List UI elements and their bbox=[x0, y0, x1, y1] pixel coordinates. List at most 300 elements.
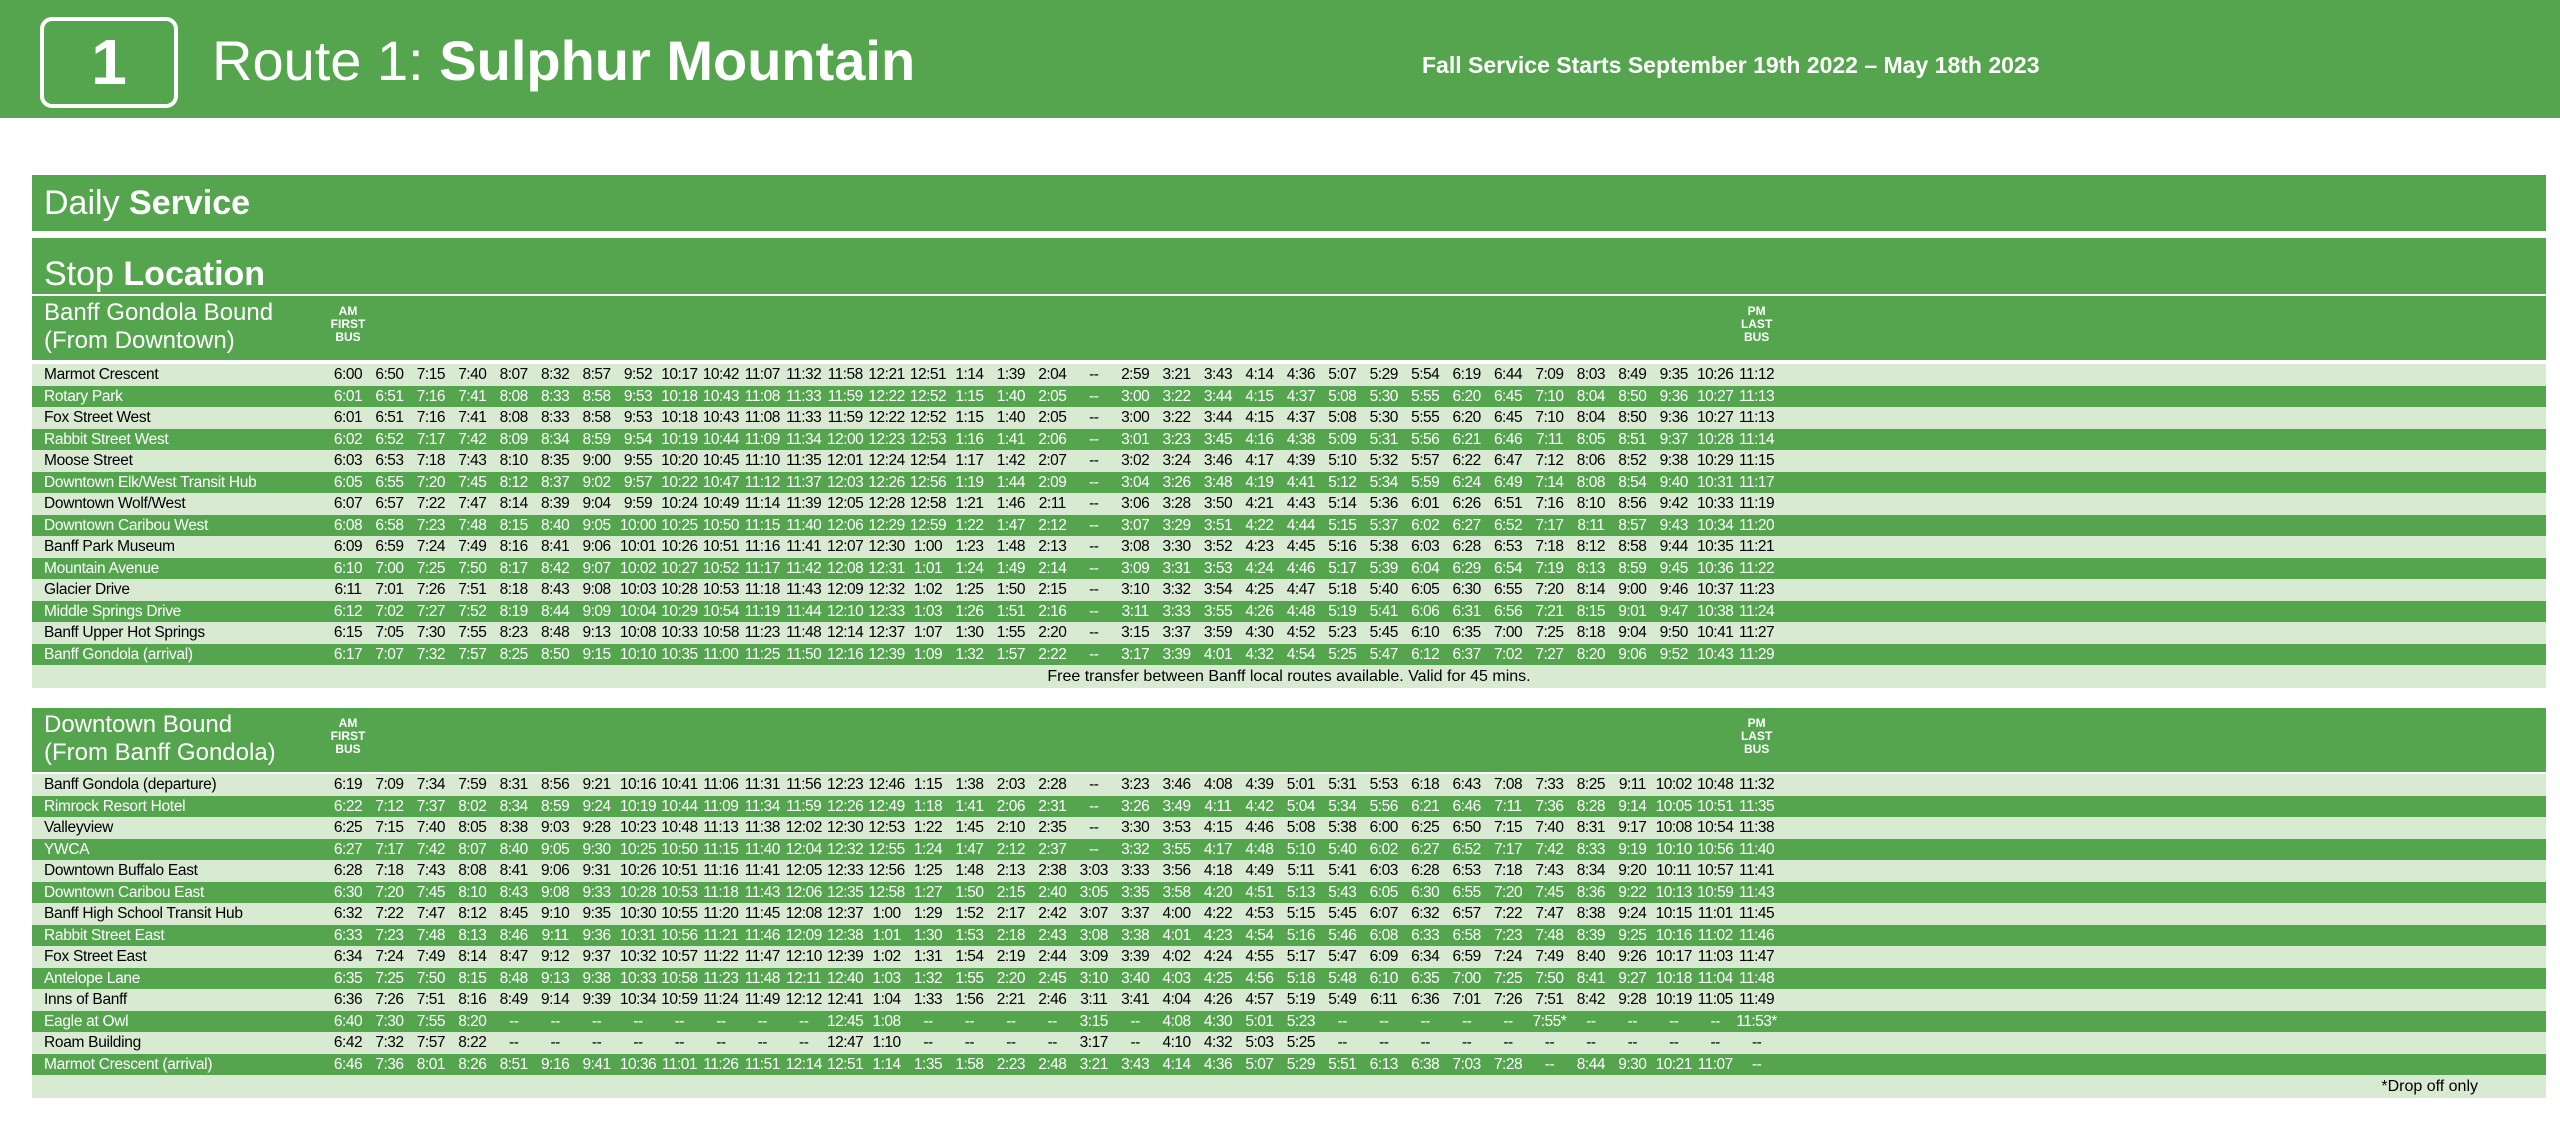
departure-time: 10:56 bbox=[1697, 840, 1734, 858]
departure-time: 6:45 bbox=[1493, 387, 1523, 405]
departure-time: 3:10 bbox=[1121, 581, 1150, 598]
departure-time: 12:05 bbox=[785, 862, 822, 879]
departure-time: 1:00 bbox=[913, 538, 943, 555]
departure-time: 6:24 bbox=[1452, 473, 1481, 491]
departure-time: 5:01 bbox=[1286, 776, 1315, 793]
departure-time: 5:51 bbox=[1328, 1055, 1357, 1073]
departure-time: 7:24 bbox=[375, 948, 404, 965]
stop-name: Moose Street bbox=[44, 452, 133, 469]
departure-time: 5:08 bbox=[1286, 819, 1315, 836]
header-bar bbox=[0, 0, 2560, 118]
departure-time: 11:04 bbox=[1697, 969, 1733, 987]
departure-time: 4:22 bbox=[1245, 516, 1274, 534]
departure-time: 8:02 bbox=[458, 797, 487, 815]
departure-time: 3:15 bbox=[1079, 1012, 1108, 1030]
departure-time: 1:47 bbox=[996, 516, 1025, 534]
departure-time: -- bbox=[1379, 1012, 1389, 1030]
departure-time: 6:04 bbox=[1411, 559, 1440, 577]
departure-time: 8:14 bbox=[499, 495, 528, 512]
departure-time: 7:18 bbox=[375, 862, 404, 879]
departure-time: 4:53 bbox=[1245, 905, 1274, 922]
departure-time: -- bbox=[1130, 1034, 1140, 1051]
departure-time: 9:05 bbox=[582, 516, 611, 534]
departure-time: 11:20 bbox=[703, 905, 739, 922]
table-row bbox=[32, 1011, 2546, 1033]
departure-time: 4:14 bbox=[1245, 366, 1274, 383]
departure-time: 6:32 bbox=[1411, 905, 1440, 922]
departure-time: 3:17 bbox=[1079, 1034, 1108, 1051]
departure-time: 7:16 bbox=[416, 409, 445, 426]
departure-time: 9:14 bbox=[1618, 797, 1647, 815]
departure-time: 11:25 bbox=[744, 645, 780, 663]
departure-time: 3:53 bbox=[1162, 819, 1191, 836]
departure-time: 10:45 bbox=[702, 452, 739, 469]
departure-time: 2:04 bbox=[1038, 366, 1067, 383]
departure-time: 4:15 bbox=[1245, 409, 1274, 426]
departure-time: 10:24 bbox=[661, 495, 698, 512]
departure-time: 11:24 bbox=[1739, 602, 1775, 620]
departure-time: 3:40 bbox=[1121, 969, 1150, 987]
departure-time: 11:29 bbox=[1739, 645, 1775, 663]
departure-time: -- bbox=[1337, 1012, 1347, 1030]
departure-time: 5:12 bbox=[1328, 473, 1357, 491]
departure-time: 7:27 bbox=[1535, 645, 1564, 663]
departure-time: 3:31 bbox=[1162, 559, 1191, 577]
stop-name: YWCA bbox=[44, 840, 90, 858]
departure-time: 6:15 bbox=[333, 624, 363, 641]
departure-time: 7:42 bbox=[458, 430, 487, 448]
departure-time: 7:15 bbox=[1493, 819, 1523, 836]
departure-time: 10:19 bbox=[1655, 991, 1692, 1008]
table-row bbox=[32, 817, 2546, 839]
departure-time: 12:30 bbox=[827, 819, 864, 836]
departure-time: 12:32 bbox=[827, 840, 864, 858]
stop-name: Banff Upper Hot Springs bbox=[44, 624, 205, 641]
departure-time: 10:22 bbox=[661, 473, 698, 491]
stop-name: Downtown Wolf/West bbox=[44, 495, 186, 512]
departure-time: 8:37 bbox=[541, 473, 570, 491]
departure-time: 11:40 bbox=[1739, 840, 1775, 858]
departure-time: 6:57 bbox=[375, 495, 404, 512]
departure-time: 5:17 bbox=[1328, 559, 1357, 577]
departure-time: -- bbox=[1089, 366, 1099, 383]
departure-time: 2:15 bbox=[1038, 581, 1067, 598]
departure-time: 6:49 bbox=[1493, 473, 1523, 491]
departure-time: 10:18 bbox=[1655, 969, 1692, 987]
departure-time: 11:33 bbox=[786, 387, 822, 405]
departure-time: 12:58 bbox=[909, 495, 947, 512]
departure-time: 10:27 bbox=[1697, 409, 1734, 426]
departure-time: 7:15 bbox=[416, 366, 445, 383]
table-row bbox=[32, 839, 2546, 861]
departure-time: 6:20 bbox=[1452, 387, 1481, 405]
departure-time: 3:46 bbox=[1203, 452, 1233, 469]
departure-time: 3:08 bbox=[1079, 926, 1108, 944]
departure-time: 8:08 bbox=[458, 862, 487, 879]
departure-time: 2:14 bbox=[1038, 559, 1067, 577]
departure-time: 7:10 bbox=[1535, 409, 1564, 426]
table-row bbox=[32, 386, 2546, 408]
departure-time: 11:43 bbox=[786, 581, 822, 598]
departure-time: 7:42 bbox=[416, 840, 445, 858]
departure-time: 7:26 bbox=[1493, 991, 1523, 1008]
departure-time: 6:10 bbox=[333, 559, 363, 577]
departure-time: 8:13 bbox=[458, 926, 487, 944]
departure-time: 12:56 bbox=[909, 473, 947, 491]
departure-time: 8:49 bbox=[499, 991, 528, 1008]
departure-time: 6:40 bbox=[333, 1012, 363, 1030]
departure-time: 12:53 bbox=[868, 819, 905, 836]
departure-time: 11:01 bbox=[661, 1055, 697, 1073]
departure-time: 11:43 bbox=[1739, 883, 1775, 901]
departure-time: 1:15 bbox=[913, 776, 943, 793]
departure-time: 7:41 bbox=[458, 409, 487, 426]
departure-time: 11:18 bbox=[744, 581, 780, 598]
departure-time: 9:08 bbox=[582, 581, 611, 598]
departure-time: 4:45 bbox=[1286, 538, 1315, 555]
departure-time: 8:50 bbox=[1618, 409, 1647, 426]
departure-time: 7:50 bbox=[458, 559, 487, 577]
service-dates: Fall Service Starts September 19th 2022 – May 18th 2023 bbox=[1422, 52, 2040, 78]
departure-time: 6:34 bbox=[333, 948, 363, 965]
departure-time: 7:32 bbox=[375, 1034, 404, 1051]
departure-time: 10:48 bbox=[661, 819, 698, 836]
departure-time: 6:18 bbox=[1411, 776, 1440, 793]
departure-time: 11:49 bbox=[744, 991, 780, 1008]
departure-time: 8:39 bbox=[1576, 926, 1605, 944]
last-bus-label-word: LAST bbox=[1740, 729, 1773, 743]
departure-time: 10:53 bbox=[661, 883, 698, 901]
departure-time: 7:18 bbox=[1493, 862, 1523, 879]
departure-time: 6:30 bbox=[1411, 883, 1440, 901]
departure-time: 6:46 bbox=[1452, 797, 1481, 815]
departure-time: 6:46 bbox=[1493, 430, 1523, 448]
departure-time: 4:24 bbox=[1203, 948, 1233, 965]
departure-time: 10:08 bbox=[1655, 819, 1692, 836]
departure-time: 12:59 bbox=[909, 516, 947, 534]
departure-time: -- bbox=[1089, 495, 1099, 512]
departure-time: 5:08 bbox=[1328, 387, 1357, 405]
departure-time: 8:50 bbox=[541, 645, 570, 663]
departure-time: 8:34 bbox=[499, 797, 528, 815]
departure-time: 4:36 bbox=[1203, 1055, 1233, 1073]
departure-time: 7:36 bbox=[375, 1055, 404, 1073]
departure-time: 11:19 bbox=[744, 602, 780, 620]
departure-time: 4:44 bbox=[1286, 516, 1315, 534]
departure-time: 7:34 bbox=[416, 776, 445, 793]
departure-time: 3:03 bbox=[1079, 862, 1108, 879]
departure-time: 11:48 bbox=[1739, 969, 1775, 987]
departure-time: -- bbox=[591, 1012, 602, 1030]
departure-time: 11:16 bbox=[744, 538, 780, 555]
departure-time: 10:31 bbox=[1697, 473, 1734, 491]
departure-time: -- bbox=[1751, 1055, 1762, 1073]
departure-time: 8:31 bbox=[499, 776, 528, 793]
departure-time: 10:21 bbox=[1655, 1055, 1692, 1073]
departure-time: -- bbox=[1089, 602, 1099, 620]
departure-time: 7:25 bbox=[1493, 969, 1523, 987]
departure-time: 6:07 bbox=[333, 495, 363, 512]
table-row bbox=[32, 579, 2546, 601]
departure-time: -- bbox=[1089, 473, 1099, 491]
departure-time: 9:35 bbox=[582, 905, 611, 922]
departure-time: 7:45 bbox=[1535, 883, 1564, 901]
departure-time: 2:13 bbox=[1038, 538, 1067, 555]
departure-time: 1:50 bbox=[996, 581, 1025, 598]
departure-time: 8:48 bbox=[541, 624, 570, 641]
departure-time: 11:05 bbox=[1697, 991, 1733, 1008]
departure-time: 10:34 bbox=[619, 991, 657, 1008]
departure-time: 12:00 bbox=[827, 430, 864, 448]
departure-time: 10:37 bbox=[1697, 581, 1734, 598]
departure-time: 1:57 bbox=[996, 645, 1025, 663]
stop-name: Antelope Lane bbox=[44, 969, 141, 987]
departure-time: -- bbox=[1751, 1034, 1762, 1051]
last-bus-label-word: BUS bbox=[1743, 330, 1770, 344]
departure-time: 12:41 bbox=[827, 991, 864, 1008]
departure-time: 7:22 bbox=[416, 495, 445, 512]
departure-time: 3:54 bbox=[1203, 581, 1233, 598]
departure-time: 11:45 bbox=[744, 905, 780, 922]
departure-time: 6:19 bbox=[1452, 366, 1481, 383]
departure-time: 6:10 bbox=[1411, 624, 1440, 641]
departure-time: 4:26 bbox=[1245, 602, 1274, 620]
departure-time: 10:50 bbox=[661, 840, 698, 858]
departure-time: 7:00 bbox=[1493, 624, 1523, 641]
departure-time: 4:48 bbox=[1286, 602, 1315, 620]
departure-time: 1:32 bbox=[913, 969, 943, 987]
departure-time: -- bbox=[1544, 1055, 1555, 1073]
departure-time: 1:08 bbox=[872, 1012, 901, 1030]
departure-time: 7:55* bbox=[1532, 1012, 1567, 1030]
table-row bbox=[32, 536, 2546, 558]
departure-time: 1:01 bbox=[913, 559, 943, 577]
departure-time: 1:19 bbox=[955, 473, 984, 491]
departure-time: 9:19 bbox=[1618, 840, 1647, 858]
departure-time: 7:18 bbox=[1535, 538, 1564, 555]
departure-time: -- bbox=[674, 1012, 685, 1030]
departure-time: 8:08 bbox=[1576, 473, 1605, 491]
departure-time: 7:57 bbox=[416, 1034, 445, 1051]
departure-time: 10:28 bbox=[619, 883, 657, 901]
departure-time: 8:34 bbox=[1576, 862, 1605, 879]
departure-time: 6:52 bbox=[1452, 840, 1481, 858]
departure-time: 5:25 bbox=[1286, 1034, 1315, 1051]
departure-time: 10:26 bbox=[661, 538, 698, 555]
departure-time: 11:43 bbox=[744, 883, 780, 901]
departure-time: 8:10 bbox=[1576, 495, 1605, 512]
table-row bbox=[32, 1054, 2546, 1076]
departure-time: 10:08 bbox=[619, 624, 657, 641]
departure-time: 7:20 bbox=[375, 883, 404, 901]
departure-time: 3:22 bbox=[1162, 387, 1191, 405]
departure-time: 3:48 bbox=[1203, 473, 1233, 491]
departure-time: 2:38 bbox=[1038, 862, 1067, 879]
stop-name: Downtown Buffalo East bbox=[44, 862, 198, 879]
departure-time: 5:56 bbox=[1411, 430, 1440, 448]
departure-time: -- bbox=[1089, 645, 1099, 663]
departure-time: 6:32 bbox=[333, 905, 363, 922]
departure-time: 1:10 bbox=[872, 1034, 901, 1051]
departure-time: 7:23 bbox=[1493, 926, 1523, 944]
departure-time: 5:53 bbox=[1369, 776, 1398, 793]
departure-time: 7:51 bbox=[458, 581, 487, 598]
departure-time: 6:11 bbox=[334, 581, 362, 598]
departure-time: 5:55 bbox=[1411, 387, 1440, 405]
departure-time: 12:24 bbox=[868, 452, 905, 469]
departure-time: 11:32 bbox=[1739, 776, 1775, 793]
departure-time: 11:48 bbox=[744, 969, 780, 987]
departure-time: 7:25 bbox=[375, 969, 404, 987]
departure-time: 11:14 bbox=[1739, 430, 1775, 448]
departure-time: 2:03 bbox=[996, 776, 1025, 793]
departure-time: 4:19 bbox=[1245, 473, 1274, 491]
departure-time: 2:40 bbox=[1038, 883, 1067, 901]
departure-time: 12:38 bbox=[827, 926, 864, 944]
departure-time: 3:59 bbox=[1203, 624, 1233, 641]
departure-time: 10:54 bbox=[702, 602, 739, 620]
departure-time: 7:48 bbox=[1535, 926, 1564, 944]
direction-title-line2: (From Banff Gondola) bbox=[44, 739, 276, 766]
departure-time: -- bbox=[1047, 1012, 1057, 1030]
departure-time: 10:35 bbox=[1697, 538, 1734, 555]
table-row bbox=[32, 860, 2546, 882]
departure-time: 5:25 bbox=[1328, 645, 1357, 663]
departure-time: 1:40 bbox=[996, 409, 1025, 426]
departure-time: 9:52 bbox=[623, 366, 653, 383]
departure-time: 6:03 bbox=[1411, 538, 1440, 555]
departure-time: 11:49 bbox=[1739, 991, 1775, 1008]
departure-time: 5:10 bbox=[1286, 840, 1315, 858]
departure-time: 10:51 bbox=[1697, 797, 1734, 815]
departure-time: 2:46 bbox=[1038, 991, 1067, 1008]
departure-time: 9:20 bbox=[1618, 862, 1647, 879]
departure-time: 8:31 bbox=[1576, 819, 1605, 836]
departure-time: 7:40 bbox=[416, 819, 445, 836]
direction-header bbox=[32, 296, 2546, 360]
departure-time: 12:06 bbox=[785, 883, 822, 901]
departure-time: 8:25 bbox=[499, 645, 528, 663]
departure-time: 8:28 bbox=[1576, 797, 1605, 815]
departure-time: 6:28 bbox=[1452, 538, 1481, 555]
departure-time: 1:54 bbox=[955, 948, 984, 965]
departure-time: 6:42 bbox=[333, 1034, 363, 1051]
departure-time: 8:11 bbox=[1577, 516, 1605, 534]
departure-time: 8:07 bbox=[499, 366, 528, 383]
departure-time: 6:11 bbox=[1370, 991, 1398, 1008]
departure-time: 9:24 bbox=[1618, 905, 1647, 922]
departure-time: 7:20 bbox=[1493, 883, 1523, 901]
departure-time: 8:43 bbox=[499, 883, 528, 901]
departure-time: 3:00 bbox=[1121, 409, 1150, 426]
departure-time: 3:37 bbox=[1162, 624, 1191, 641]
departure-time: 10:26 bbox=[619, 862, 657, 879]
departure-time: 2:21 bbox=[996, 991, 1025, 1008]
departure-time: 9:06 bbox=[1618, 645, 1647, 663]
departure-time: 7:51 bbox=[1535, 991, 1564, 1008]
departure-time: 7:48 bbox=[416, 926, 445, 944]
departure-time: 5:29 bbox=[1369, 366, 1398, 383]
departure-time: 10:43 bbox=[702, 409, 739, 426]
departure-time: -- bbox=[633, 1034, 643, 1051]
departure-time: 6:52 bbox=[375, 430, 404, 448]
departure-time: 4:20 bbox=[1203, 883, 1233, 901]
departure-time: 7:55 bbox=[458, 624, 487, 641]
departure-time: 10:18 bbox=[661, 387, 698, 405]
departure-time: 4:42 bbox=[1245, 797, 1274, 815]
departure-time: 12:37 bbox=[827, 905, 864, 922]
departure-time: 5:04 bbox=[1286, 797, 1315, 815]
departure-time: 6:47 bbox=[1493, 452, 1523, 469]
departure-time: 11:01 bbox=[1697, 905, 1733, 922]
stop-name: Valleyview bbox=[44, 819, 114, 836]
departure-time: 4:47 bbox=[1286, 581, 1315, 598]
table-row bbox=[32, 429, 2546, 451]
table-row bbox=[32, 989, 2546, 1011]
departure-time: 11:10 bbox=[744, 452, 780, 469]
departure-time: 6:00 bbox=[1369, 819, 1398, 836]
departure-time: 6:37 bbox=[1452, 645, 1481, 663]
departure-time: 1:02 bbox=[872, 948, 901, 965]
departure-time: 11:50 bbox=[786, 645, 822, 663]
departure-time: 9:24 bbox=[582, 797, 611, 815]
departure-time: 5:11 bbox=[1287, 862, 1315, 879]
first-bus-label-word: BUS bbox=[335, 330, 361, 344]
stop-name: Glacier Drive bbox=[44, 581, 130, 598]
daily-bold: Service bbox=[129, 184, 251, 222]
departure-time: 12:05 bbox=[827, 495, 864, 512]
departure-time: -- bbox=[509, 1012, 519, 1030]
departure-time: 5:17 bbox=[1286, 948, 1315, 965]
departure-time: 1:17 bbox=[955, 452, 984, 469]
departure-time: 7:09 bbox=[1535, 366, 1564, 383]
departure-time: 2:37 bbox=[1038, 840, 1067, 858]
departure-time: 8:43 bbox=[541, 581, 570, 598]
departure-time: 5:54 bbox=[1411, 366, 1440, 383]
departure-time: 5:01 bbox=[1245, 1012, 1274, 1030]
direction-title-line2: (From Downtown) bbox=[44, 327, 235, 354]
departure-time: 3:23 bbox=[1162, 430, 1191, 448]
departure-time: 6:13 bbox=[1369, 1055, 1398, 1073]
departure-time: -- bbox=[1006, 1012, 1016, 1030]
departure-time: 1:40 bbox=[996, 387, 1025, 405]
departure-time: 10:44 bbox=[661, 797, 698, 815]
departure-time: 8:33 bbox=[1576, 840, 1605, 858]
departure-time: 6:50 bbox=[375, 366, 404, 383]
departure-time: 7:00 bbox=[375, 559, 404, 577]
departure-time: 10:44 bbox=[702, 430, 739, 448]
departure-time: 7:30 bbox=[375, 1012, 404, 1030]
departure-time: 8:12 bbox=[1576, 538, 1605, 555]
departure-time: 1:52 bbox=[955, 905, 984, 922]
departure-time: 5:40 bbox=[1328, 840, 1357, 858]
departure-time: 3:55 bbox=[1162, 840, 1191, 858]
departure-time: 6:05 bbox=[333, 473, 363, 491]
stop-name: Rotary Park bbox=[44, 387, 123, 405]
departure-time: 8:49 bbox=[1618, 366, 1647, 383]
departure-time: 1:32 bbox=[955, 645, 984, 663]
departure-time: 5:37 bbox=[1369, 516, 1398, 534]
departure-time: 4:26 bbox=[1203, 991, 1233, 1008]
departure-time: 11:53* bbox=[1736, 1012, 1777, 1030]
departure-time: 8:40 bbox=[499, 840, 528, 858]
departure-time: 12:51 bbox=[827, 1055, 864, 1073]
departure-time: 9:47 bbox=[1659, 602, 1688, 620]
departure-time: 2:59 bbox=[1121, 366, 1150, 383]
departure-time: 6:34 bbox=[1411, 948, 1440, 965]
departure-time: 2:44 bbox=[1038, 948, 1067, 965]
departure-time: 10:16 bbox=[1655, 926, 1692, 944]
